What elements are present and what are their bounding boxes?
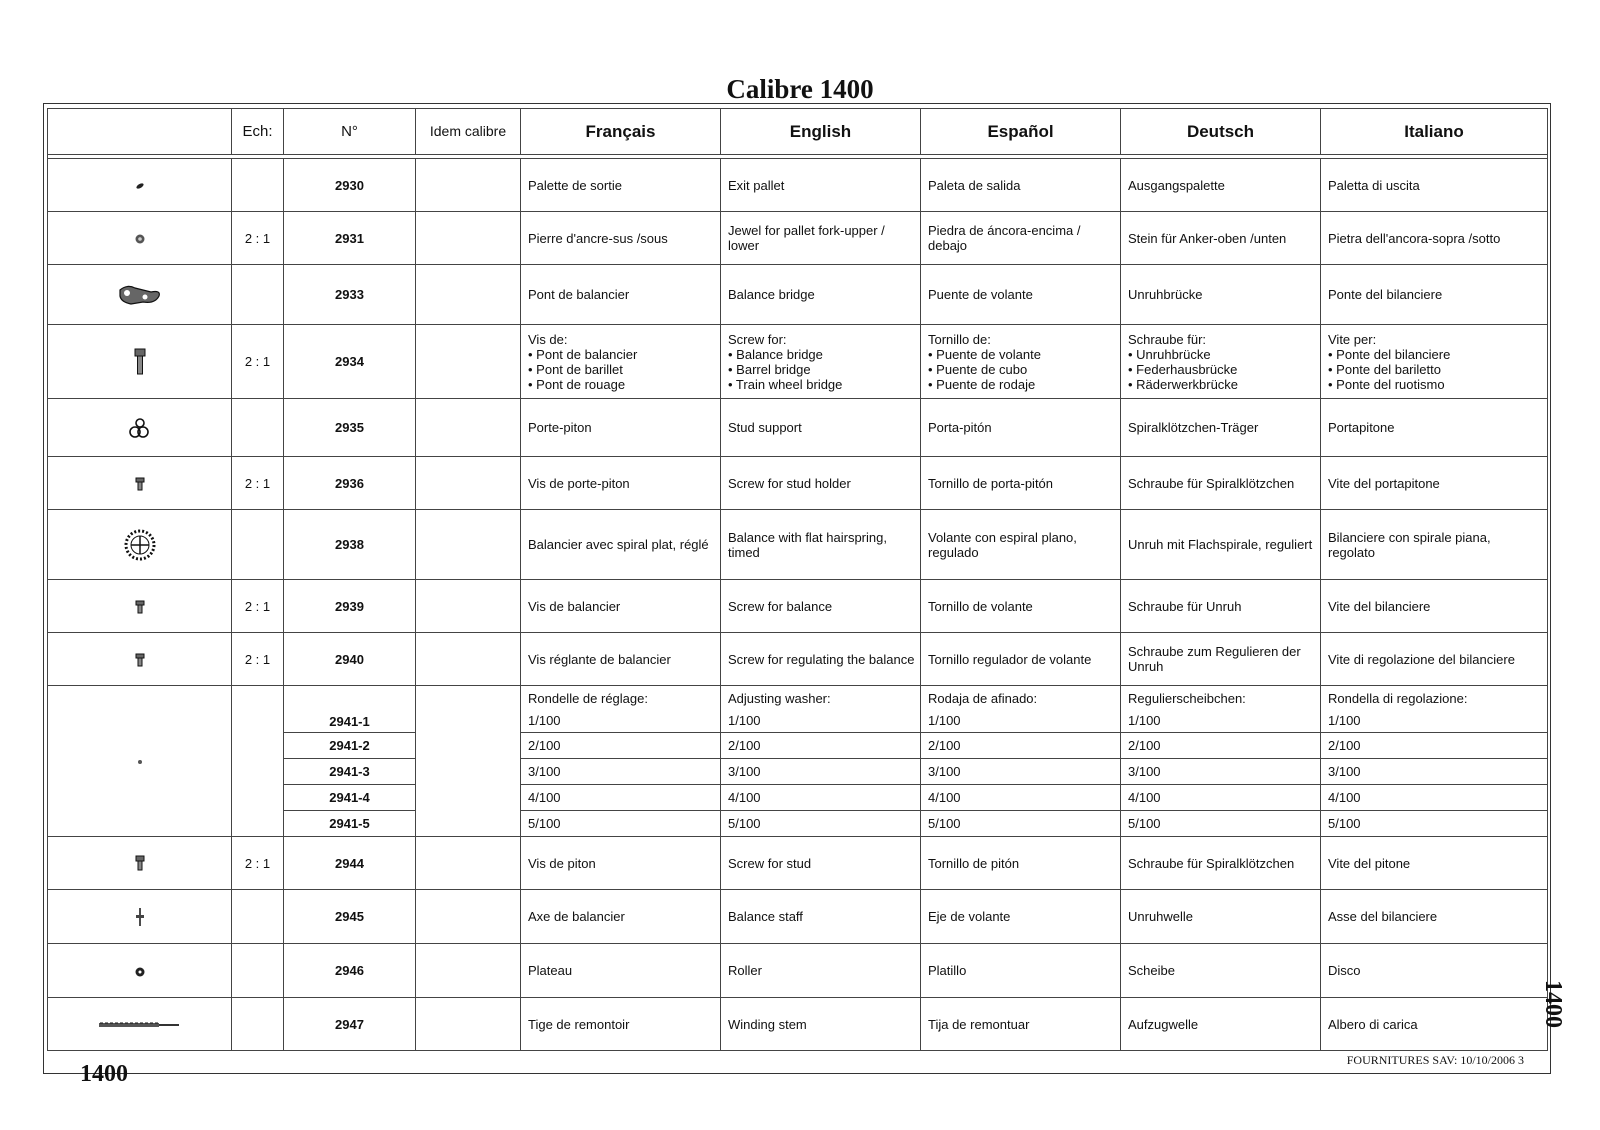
washer-value: 3/100 (1121, 759, 1321, 785)
washer-value: 5/100 (1121, 811, 1321, 837)
washer-value: 3/100 (521, 759, 721, 785)
table-row (48, 325, 1548, 399)
desc-en-cell (721, 580, 921, 633)
desc-de-cell (1121, 890, 1321, 944)
washer-value: 2/100 (921, 733, 1121, 759)
desc-it-cell (1321, 580, 1548, 633)
desc-it-cell (1321, 944, 1548, 998)
desc-de-cell (1121, 510, 1321, 580)
washer-value: 5/100 (921, 811, 1121, 837)
parts-table (47, 108, 1548, 1051)
cell-line: Tige de remontoir (528, 1016, 630, 1032)
cell-line: Schraube für Spiralklötzchen (1128, 855, 1295, 871)
part-image-cell (48, 399, 232, 457)
part-number-cell: 2941-2 (284, 733, 416, 759)
idem-calibre-cell (416, 890, 521, 944)
washer-value: 3/100 (1321, 759, 1548, 785)
part-image-cell (48, 944, 232, 998)
cell-line: • Puente de volante (928, 346, 1041, 362)
cell-line: Screw for regulating the balance (728, 651, 915, 667)
header-idem-calibre: Idem calibre (416, 109, 521, 155)
cell-line: Roller (728, 963, 762, 978)
cell-line: Screw for stud holder (728, 475, 851, 491)
desc-de-cell (1121, 399, 1321, 457)
exit-pallet-icon (134, 178, 146, 193)
washer-value: 5/100 (1321, 811, 1548, 837)
cell-line: Paletta di uscita (1328, 177, 1420, 193)
scale-cell: 2 : 1 (232, 325, 284, 399)
cell-line: Schraube für Spiralklötzchen (1128, 475, 1295, 491)
desc-es-cell (921, 159, 1121, 212)
desc-it-cell (1321, 890, 1548, 944)
cell-line: • Ponte del bariletto (1328, 361, 1441, 377)
desc-de-cell (1121, 325, 1321, 399)
desc-fr-cell (521, 580, 721, 633)
desc-en-cell (721, 159, 921, 212)
part-number-cell: 2935 (284, 399, 416, 457)
scale-cell (232, 159, 284, 212)
stud-screw-icon (135, 855, 145, 870)
part-number-cell: 2930 (284, 159, 416, 212)
small-screw-icon (135, 475, 145, 490)
part-image-cell (48, 633, 232, 686)
header-english: English (721, 109, 921, 155)
cell-line: Vite del bilanciere (1328, 598, 1431, 614)
desc-it-cell (1321, 399, 1548, 457)
header-spanish: Español (921, 109, 1121, 155)
washer-value: 1/100 (1128, 712, 1161, 728)
stud-support-icon (127, 419, 153, 434)
scale-cell: 2 : 1 (232, 837, 284, 890)
washer-value: 4/100 (521, 785, 721, 811)
header-ech: Ech: (232, 109, 284, 155)
desc-en-cell (721, 325, 921, 399)
desc-fr-cell (521, 944, 721, 998)
cell-line: Puente de volante (928, 287, 1033, 302)
cell-line: lower (728, 238, 760, 253)
desc-it-cell (1321, 686, 1548, 733)
desc-fr-cell (521, 890, 721, 944)
part-number-cell: 2941-3 (284, 759, 416, 785)
part-number-cell: 2941-5 (284, 811, 416, 837)
winding-stem-icon (98, 1017, 182, 1032)
header-number: N° (284, 109, 416, 155)
desc-es-cell (921, 510, 1121, 580)
cell-line: Vis de piton (528, 855, 596, 871)
desc-en-cell (721, 633, 921, 686)
cell-line: Ausgangspalette (1128, 177, 1225, 193)
jewel-icon (133, 230, 147, 245)
cell-line: • Ponte del ruotismo (1328, 376, 1445, 392)
cell-line: • Barrel bridge (728, 361, 811, 377)
cell-line: Pietra dell'ancora-sopra /sotto (1328, 230, 1501, 246)
idem-calibre-cell (416, 212, 521, 265)
desc-en-cell (721, 686, 921, 733)
scale-cell: 2 : 1 (232, 580, 284, 633)
cell-line: Balance bridge (728, 287, 815, 302)
table-row (48, 580, 1548, 633)
part-number-cell: 2936 (284, 457, 416, 510)
cell-line: Tornillo regulador de volante (928, 651, 1092, 667)
screw-icon (134, 353, 146, 368)
cell-line: Screw for balance (728, 598, 833, 614)
desc-de-cell (1121, 457, 1321, 510)
roller-icon (134, 963, 146, 978)
desc-en-cell (721, 399, 921, 457)
desc-de-cell (1121, 633, 1321, 686)
idem-calibre-cell (416, 399, 521, 457)
cell-line: Axe de balancier (528, 909, 625, 924)
part-number-cell: 2933 (284, 265, 416, 325)
scale-cell: 2 : 1 (232, 212, 284, 265)
washer-value: 1/100 (1328, 712, 1361, 728)
idem-calibre-cell (416, 580, 521, 633)
part-image-cell (48, 265, 232, 325)
table-row (48, 837, 1548, 890)
cell-line: Ponte del bilanciere (1328, 287, 1443, 302)
washer-value: 3/100 (921, 759, 1121, 785)
desc-it-cell (1321, 159, 1548, 212)
footer-note: FOURNITURES SAV: 10/10/2006 3 (1346, 1053, 1524, 1067)
cell-line: Balance with flat hairspring, (728, 529, 887, 545)
washer-icon (136, 754, 144, 769)
desc-fr-cell (521, 686, 721, 733)
washer-heading-row (48, 686, 1548, 733)
table-row (48, 510, 1548, 580)
idem-calibre-cell (416, 998, 521, 1051)
part-image-cell (48, 457, 232, 510)
desc-de-cell (1121, 837, 1321, 890)
washer-value: 4/100 (1121, 785, 1321, 811)
cell-line: Pont de balancier (528, 287, 630, 302)
cell-line: Vite del portapitone (1328, 475, 1440, 491)
cell-line: debajo (928, 238, 968, 253)
desc-it-cell (1321, 212, 1548, 265)
cell-line: Scheibe (1128, 963, 1175, 978)
washer-value: 1/100 (728, 712, 761, 728)
cell-line: Vite per: (1328, 331, 1377, 347)
cell-line: Schraube für Unruh (1128, 598, 1242, 614)
cell-line: Vis réglante de balancier (528, 651, 671, 667)
part-number-cell: 2944 (284, 837, 416, 890)
balance-bridge-icon (117, 286, 163, 301)
part-image-cell (48, 325, 232, 399)
part-number-cell: 2941-4 (284, 785, 416, 811)
small-screw-icon (135, 598, 145, 613)
scale-cell (232, 998, 284, 1051)
cell-line: Vis de: (528, 331, 568, 347)
washer-value: 2/100 (521, 733, 721, 759)
cell-line: • Federhausbrücke (1128, 361, 1238, 377)
cell-line: Balance staff (728, 909, 803, 924)
desc-es-cell (921, 890, 1121, 944)
scale-cell (232, 510, 284, 580)
cell-line: timed (728, 544, 760, 560)
part-image-cell (48, 837, 232, 890)
idem-calibre-cell (416, 457, 521, 510)
cell-line: Asse del bilanciere (1328, 909, 1438, 924)
cell-line: Pierre d'ancre-sus /sous (528, 230, 668, 246)
cell-line: • Pont de balancier (528, 346, 638, 362)
desc-de-cell (1121, 686, 1321, 733)
part-image-cell (48, 890, 232, 944)
washer-value: 2/100 (1121, 733, 1321, 759)
desc-en-cell (721, 837, 921, 890)
cell-line: Exit pallet (728, 177, 785, 193)
part-image-cell (48, 686, 232, 837)
desc-en-cell (721, 890, 921, 944)
part-image-cell (48, 510, 232, 580)
desc-de-cell (1121, 212, 1321, 265)
desc-fr-cell (521, 159, 721, 212)
cell-line: Disco (1328, 963, 1361, 978)
desc-es-cell (921, 399, 1121, 457)
cell-line: • Balance bridge (728, 346, 823, 362)
cell-line: Unruh (1128, 659, 1164, 674)
cell-line: Unruh mit Flachspirale, reguliert (1128, 537, 1313, 552)
cell-line: regolato (1328, 544, 1375, 560)
desc-de-cell (1121, 580, 1321, 633)
table-row (48, 890, 1548, 944)
washer-value: 1/100 (528, 712, 561, 728)
idem-calibre-cell (416, 510, 521, 580)
cell-line: Bilanciere con spirale piana, (1328, 529, 1491, 545)
part-number-cell: 2931 (284, 212, 416, 265)
cell-line: Tornillo de: (928, 331, 991, 347)
washer-value: 4/100 (721, 785, 921, 811)
cell-line: Schraube für: (1128, 331, 1207, 347)
table-row (48, 159, 1548, 212)
cell-line: Vis de porte-piton (528, 475, 630, 491)
desc-fr-cell (521, 633, 721, 686)
part-image-cell (48, 212, 232, 265)
part-number-cell: 2945 (284, 890, 416, 944)
cell-line: Albero di carica (1328, 1016, 1418, 1032)
desc-de-cell (1121, 265, 1321, 325)
idem-calibre-cell (416, 159, 521, 212)
balance-wheel-icon (123, 536, 157, 551)
desc-es-cell (921, 633, 1121, 686)
cell-line: Aufzugwelle (1128, 1016, 1199, 1032)
desc-es-cell (921, 325, 1121, 399)
desc-de-cell (1121, 998, 1321, 1051)
cell-line: • Unruhbrücke (1128, 346, 1211, 362)
washer-value: 2/100 (1321, 733, 1548, 759)
scale-cell (232, 686, 284, 837)
scale-cell (232, 265, 284, 325)
cell-line: Spiralklötzchen-Träger (1128, 420, 1259, 435)
cell-line: • Pont de barillet (528, 361, 623, 377)
desc-it-cell (1321, 325, 1548, 399)
washer-value: 4/100 (1321, 785, 1548, 811)
cell-line: • Puente de cubo (928, 361, 1028, 377)
table-row (48, 212, 1548, 265)
desc-fr-cell (521, 998, 721, 1051)
cell-line: • Pont de rouage (528, 376, 626, 392)
desc-es-cell (921, 212, 1121, 265)
desc-fr-cell (521, 325, 721, 399)
cell-line: • Puente de rodaje (928, 376, 1036, 392)
desc-fr-cell (521, 265, 721, 325)
cell-line: Plateau (528, 963, 573, 978)
scale-cell: 2 : 1 (232, 633, 284, 686)
scale-cell: 2 : 1 (232, 457, 284, 510)
scale-cell (232, 399, 284, 457)
desc-es-cell (921, 998, 1121, 1051)
desc-it-cell (1321, 998, 1548, 1051)
part-number-cell: 2947 (284, 998, 416, 1051)
cell-line: Stud support (728, 420, 802, 435)
desc-es-cell (921, 580, 1121, 633)
cell-line: Jewel for pallet fork-upper / (728, 223, 885, 238)
cell-line: Porte-piton (528, 420, 592, 435)
part-number-cell: 2941-1 (284, 686, 416, 733)
table-row (48, 399, 1548, 457)
cell-line: Volante con espiral plano, (928, 529, 1077, 545)
washer-value: 1/100 (928, 712, 961, 728)
desc-en-cell (721, 265, 921, 325)
washer-heading: Adjusting washer: (728, 690, 831, 706)
scale-cell (232, 944, 284, 998)
cell-line: Stein für Anker-oben /unten (1128, 230, 1287, 246)
cell-line: Tija de remontuar (928, 1016, 1030, 1032)
washer-value: 3/100 (721, 759, 921, 785)
washer-value: 5/100 (521, 811, 721, 837)
desc-it-cell (1321, 510, 1548, 580)
idem-calibre-cell (416, 633, 521, 686)
header-italian: Italiano (1321, 109, 1548, 155)
desc-fr-cell (521, 837, 721, 890)
desc-fr-cell (521, 457, 721, 510)
desc-it-cell (1321, 837, 1548, 890)
cell-line: Portapitone (1328, 420, 1395, 435)
idem-calibre-cell (416, 837, 521, 890)
page-title: Calibre 1400 (726, 74, 874, 104)
table-row (48, 265, 1548, 325)
table-row (48, 633, 1548, 686)
desc-es-cell (921, 686, 1121, 733)
washer-value: 4/100 (921, 785, 1121, 811)
cell-line: regulado (928, 544, 979, 560)
desc-de-cell (1121, 944, 1321, 998)
scale-cell (232, 890, 284, 944)
cell-line: Tornillo de pitón (928, 855, 1020, 871)
table-row (48, 457, 1548, 510)
desc-es-cell (921, 944, 1121, 998)
washer-heading: Rondelle de réglage: (528, 690, 648, 706)
cell-line: Paleta de salida (928, 177, 1021, 193)
page-number: 1400 (80, 1061, 128, 1087)
cell-line: Schraube zum Regulieren der (1128, 644, 1301, 659)
small-screw-icon (135, 651, 145, 666)
cell-line: Eje de volante (928, 909, 1011, 924)
washer-heading: Rondella di regolazione: (1328, 690, 1468, 706)
part-number-cell: 2939 (284, 580, 416, 633)
desc-es-cell (921, 837, 1121, 890)
desc-fr-cell (521, 212, 721, 265)
desc-en-cell (721, 212, 921, 265)
cell-line: Vite di regolazione del bilanciere (1328, 651, 1515, 667)
desc-es-cell (921, 265, 1121, 325)
desc-es-cell (921, 457, 1121, 510)
cell-line: Platillo (928, 963, 967, 978)
header-image (48, 109, 232, 155)
cell-line: Screw for: (728, 331, 787, 347)
part-number-cell: 2934 (284, 325, 416, 399)
table-row (48, 998, 1548, 1051)
part-number-cell: 2938 (284, 510, 416, 580)
cell-line: Vis de balancier (528, 598, 621, 614)
part-image-cell (48, 580, 232, 633)
idem-calibre-cell (416, 265, 521, 325)
desc-fr-cell (521, 510, 721, 580)
part-image-cell (48, 998, 232, 1051)
balance-staff-icon (135, 908, 145, 923)
desc-it-cell (1321, 457, 1548, 510)
cell-line: Unruhwelle (1128, 909, 1194, 924)
header-row (48, 109, 1548, 155)
desc-en-cell (721, 998, 921, 1051)
part-image-cell (48, 159, 232, 212)
desc-it-cell (1321, 633, 1548, 686)
cell-line: Porta-pitón (928, 420, 992, 435)
desc-en-cell (721, 944, 921, 998)
cell-line: Vite del pitone (1328, 855, 1411, 871)
part-number-cell: 2946 (284, 944, 416, 998)
cell-line: Tornillo de porta-pitón (928, 475, 1054, 491)
idem-calibre-cell (416, 944, 521, 998)
cell-line: Piedra de áncora-encima / (928, 223, 1081, 238)
desc-en-cell (721, 510, 921, 580)
washer-value: 2/100 (721, 733, 921, 759)
cell-line: Balancier avec spiral plat, réglé (528, 537, 709, 552)
header-german: Deutsch (1121, 109, 1321, 155)
desc-fr-cell (521, 399, 721, 457)
desc-it-cell (1321, 265, 1548, 325)
washer-value: 5/100 (721, 811, 921, 837)
cell-line: Unruhbrücke (1128, 287, 1203, 302)
desc-en-cell (721, 457, 921, 510)
washer-heading: Regulierscheibchen: (1128, 690, 1246, 706)
washer-heading: Rodaja de afinado: (928, 690, 1038, 706)
part-number-cell: 2940 (284, 633, 416, 686)
idem-calibre-cell (416, 686, 521, 837)
cell-line: Winding stem (728, 1016, 807, 1032)
cell-line: Palette de sortie (528, 177, 622, 193)
cell-line: • Ponte del bilanciere (1328, 346, 1451, 362)
cell-line: Tornillo de volante (928, 598, 1033, 614)
table-row (48, 944, 1548, 998)
desc-de-cell (1121, 159, 1321, 212)
side-page-number: 1400 (1540, 980, 1566, 1028)
idem-calibre-cell (416, 325, 521, 399)
cell-line: • Train wheel bridge (728, 376, 843, 392)
cell-line: Screw for stud (728, 855, 812, 871)
header-french: Français (521, 109, 721, 155)
cell-line: • Räderwerkbrücke (1128, 376, 1239, 392)
